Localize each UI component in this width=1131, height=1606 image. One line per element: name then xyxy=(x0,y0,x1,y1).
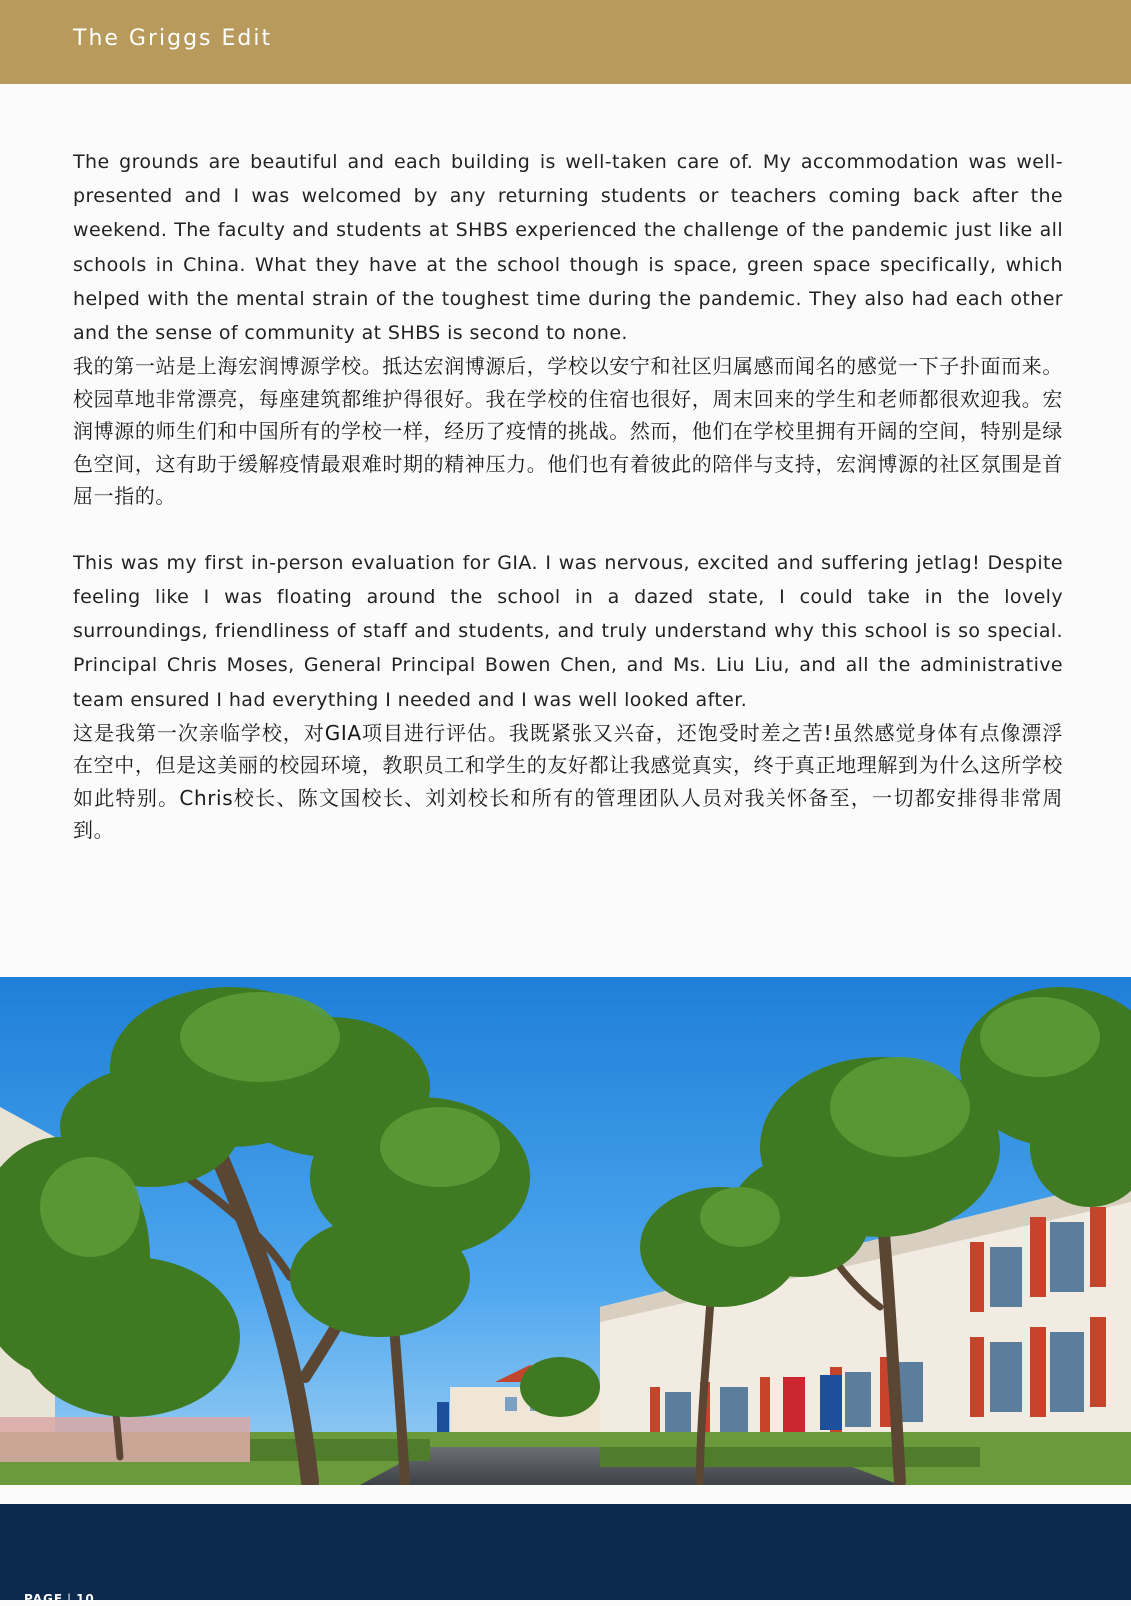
campus-photo xyxy=(0,977,1131,1485)
paragraph-2-english: This was my first in-person evaluation for GIA. I was nervous, excited and suffering jetlag! Despite feeling like I was floating around the school in a dazed state, I could take in the lovely surroundings, friendliness of staff and students, and truly understand why this school is so special. Principal Chris Moses, General Principal Bowen Chen, and Ms. Liu Liu, and all the administrative team ensured I had everything I needed and I was well looked after. xyxy=(73,551,1063,711)
paragraph-spacer xyxy=(73,513,1063,546)
campus-photo-illustration xyxy=(0,977,1131,1485)
page-number: 10 xyxy=(76,1592,95,1606)
page-separator: | xyxy=(67,1592,73,1606)
header-bar xyxy=(0,0,1131,84)
page-number-label xyxy=(24,1592,95,1606)
article-body xyxy=(73,145,1063,847)
page-word: PAGE xyxy=(24,1592,64,1606)
paragraph-1-chinese: 我的第一站是上海宏润博源学校。抵达宏润博源后，学校以安宁和社区归属感而闻名的感觉一下子扑面而来。校园草地非常漂亮，每座建筑都维护得很好。我在学校的住宿也很好，周末回来的学生和老师都很欢迎我。宏润博源的师生们和中国所有的学校一样，经历了疫情的挑战。然而，他们在学校里拥有开阔的空间，特别是绿色空间，这有助于缓解疫情最艰难时期的精神压力。他们也有着彼此的陪伴与支持，宏润博源的社区氛围是首屈一指的。 xyxy=(73,354,1063,509)
footer-bar xyxy=(0,1504,1131,1600)
publication-title: The Griggs Edit xyxy=(73,26,273,51)
paragraph-2-chinese: 这是我第一次亲临学校，对GIA项目进行评估。我既紧张又兴奋，还饱受时差之苦!虽然感觉身体有点像漂浮在空中，但是这美丽的校园环境，教职员工和学生的友好都让我感觉真实，终于真正地理解到为什么这所学校如此特别。Chris校长、陈文国校长、刘刘校长和所有的管理团队人员对我关怀备至，一切都安排得非常周到。 xyxy=(73,720,1063,843)
paragraph-1-english: The grounds are beautiful and each building is well-taken care of. My accommodation was well-presented and I was welcomed by any returning students or teachers coming back after the weekend. The faculty and students at SHBS experienced the challenge of the pandemic just like all schools in China. What they have at the school though is space, green space specifically, which helped with the mental strain of the toughest time during the pandemic. They also had each other and the sense of community at SHBS is second to none. xyxy=(73,151,1063,345)
